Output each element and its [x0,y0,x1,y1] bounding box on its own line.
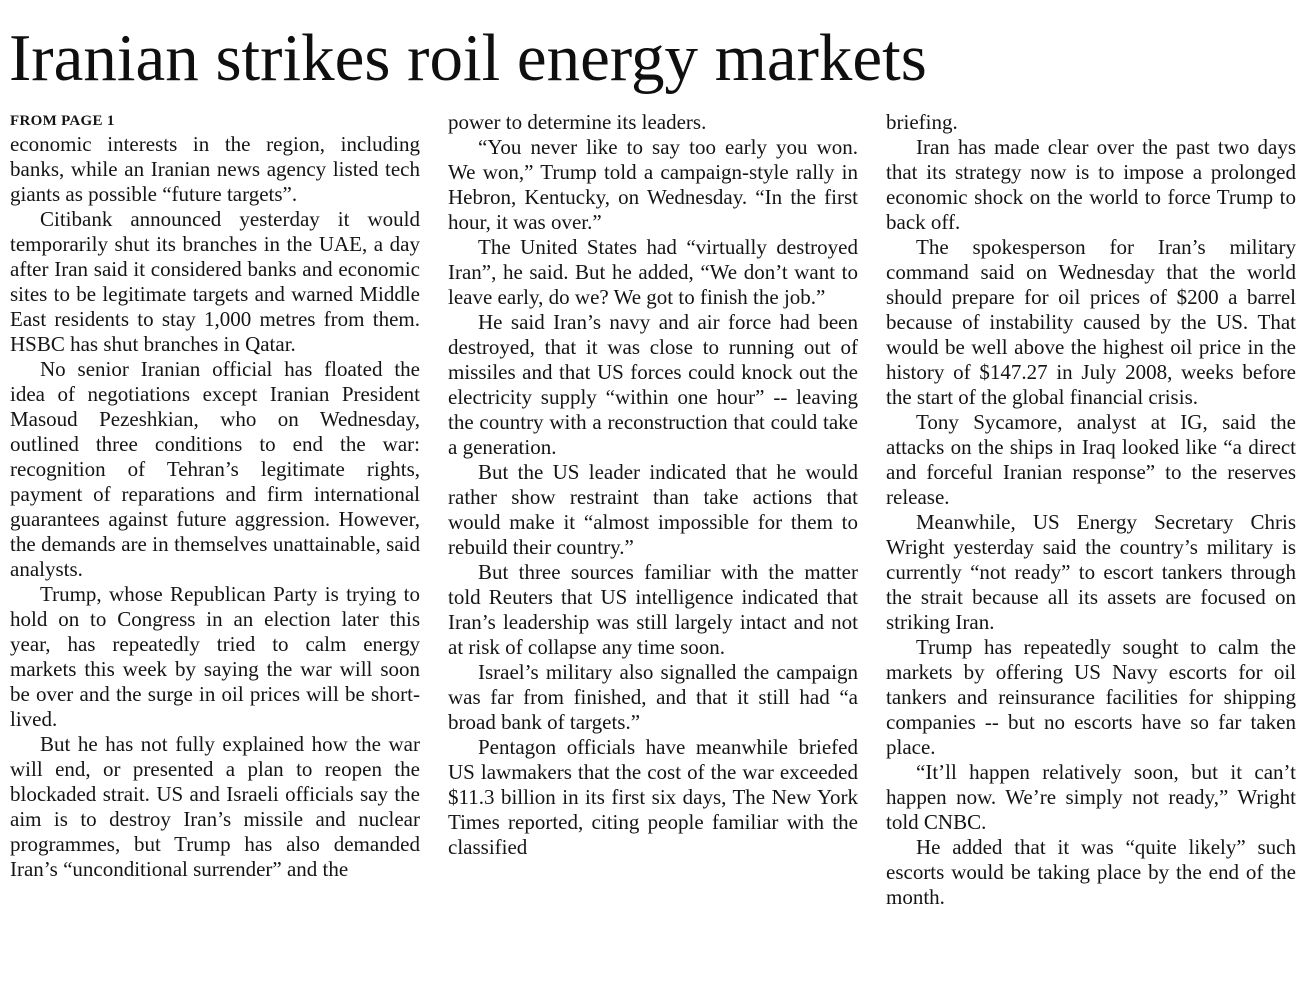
paragraph: But the US leader indicated that he would rather show restraint than take actions that would make it “almost impossible for them to rebuild their country.” [448,460,858,559]
article-column-1 [10,110,420,882]
paragraph: “You never like to say too early you won. We won,” Trump told a campaign-style rally in Hebron, Kentucky, on Wednesday. “In the first hour, it was over.” [448,135,858,234]
headline: Iranian strikes roil energy markets [9,21,927,95]
paragraph: Pentagon officials have meanwhile briefed US lawmakers that the cost of the war exceeded $11.3 billion in its first six days, The New York Times reported, citing people familiar with the classified [448,735,858,859]
continuation-kicker: FROM PAGE 1 [10,113,115,129]
paragraph: Citibank announced yesterday it would temporarily shut its branches in the UAE, a day after Iran said it considered banks and economic sites to be legitimate targets and warned Middle East residents to stay 1,000 metres from them. HSBC has shut branches in Qatar. [10,207,420,356]
paragraph: He said Iran’s navy and air force had been destroyed, that it was close to running out of missiles and that US forces could knock out the electricity supply “within one hour” -- leaving the country with a reconstruction that could take a generation. [448,310,858,459]
paragraph: The United States had “virtually destroyed Iran”, he said. But he added, “We don’t want to leave early, do we? We got to finish the job.” [448,235,858,309]
paragraph: But he has not fully explained how the war will end, or presented a plan to reopen the blockaded strait. US and Israeli officials say the aim is to destroy Iran’s missile and nuclear programmes, but Trump has also demanded Iran’s “unconditional surrender” and the [10,732,420,881]
paragraph: He added that it was “quite likely” such escorts would be taking place by the end of the month. [886,835,1296,909]
paragraph: Tony Sycamore, analyst at IG, said the attacks on the ships in Iraq looked like “a direct and forceful Iranian response” to the reserves release. [886,410,1296,509]
paragraph: Meanwhile, US Energy Secretary Chris Wright yesterday said the country’s military is currently “not ready” to escort tankers through the strait because all its assets are focused on striking Iran. [886,510,1296,634]
paragraph: Trump, whose Republican Party is trying to hold on to Congress in an election later this year, has repeatedly tried to calm energy markets this week by saying the war will soon be over and the surge in oil prices will be short-lived. [10,582,420,731]
paragraph: economic interests in the region, including banks, while an Iranian news agency listed tech giants as possible “future targets”. [10,132,420,206]
article-column-2 [448,110,858,860]
paragraph: “It’ll happen relatively soon, but it can’t happen now. We’re simply not ready,” Wright told CNBC. [886,760,1296,834]
paragraph: power to determine its leaders. [448,110,707,134]
paragraph: Trump has repeatedly sought to calm the markets by offering US Navy escorts for oil tankers and reinsurance facilities for shipping companies -- but no escorts have so far taken place. [886,635,1296,759]
article-column-3 [886,110,1296,910]
paragraph: But three sources familiar with the matter told Reuters that US intelligence indicated that Iran’s leadership was still largely intact and not at risk of collapse any time soon. [448,560,858,659]
paragraph: Israel’s military also signalled the campaign was far from finished, and that it still had “a broad bank of targets.” [448,660,858,734]
paragraph: briefing. [886,110,958,134]
paragraph: No senior Iranian official has floated the idea of negotiations except Iranian President Masoud Pezeshkian, who on Wednesday, outlined three conditions to end the war: recognition of Tehran’s legitimate rights, payment of reparations and firm international guarantees against future aggression. However, the demands are in themselves unattainable, said analysts. [10,357,420,581]
paragraph: The spokesperson for Iran’s military command said on Wednesday that the world should prepare for oil prices of $200 a barrel because of instability caused by the US. That would be well above the highest oil price in the history of $147.27 in July 2008, weeks before the start of the global financial crisis. [886,235,1296,409]
paragraph: Iran has made clear over the past two days that its strategy now is to impose a prolonged economic shock on the world to force Trump to back off. [886,135,1296,234]
